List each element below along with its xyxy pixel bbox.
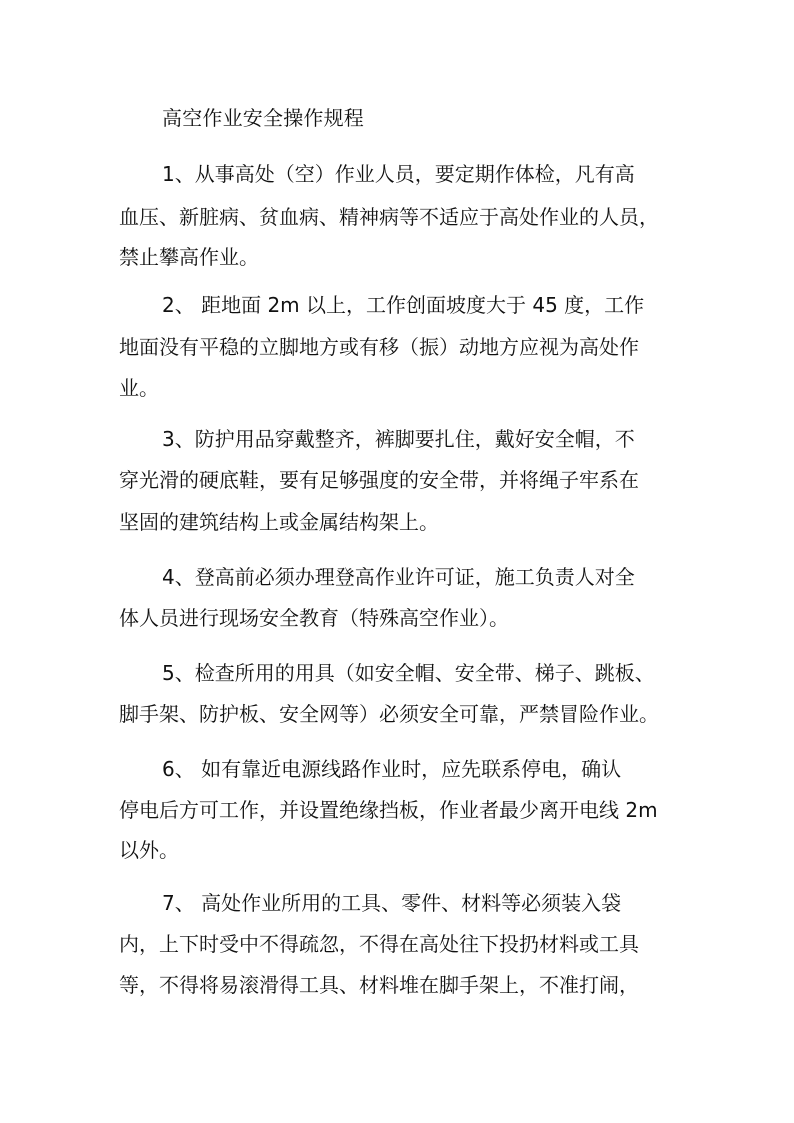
paragraph-4-line-2: 体人员进行现场安全教育（特殊高空作业）。	[119, 606, 509, 630]
paragraph-2-line-2: 地面没有平稳的立脚地方或有移（振）动地方应视为高处作	[119, 335, 639, 359]
paragraph-1-line-2: 血压、新脏病、贫血病、精神病等不适应于高处作业的人员，	[119, 205, 659, 229]
document-title: 高空作业安全操作规程	[162, 106, 364, 130]
paragraph-1-line-3: 禁止攀高作业。	[119, 245, 259, 269]
paragraph-7-line-1: 7、 高处作业所用的工具、零件、材料等必须装入袋	[162, 891, 622, 915]
paragraph-7-line-3: 等，不得将易滚滑得工具、材料堆在脚手架上，不准打闹，	[119, 973, 639, 997]
paragraph-2-line-3: 业。	[119, 376, 159, 400]
paragraph-3-line-1: 3、防护用品穿戴整齐，裤脚要扎住，戴好安全帽，不	[162, 427, 635, 451]
paragraph-5-line-2: 脚手架、防护板、安全网等）必须安全可靠，严禁冒险作业。	[119, 702, 659, 726]
paragraph-1-line-1: 1、从事高处（空）作业人员，要定期作体检，凡有高	[162, 162, 635, 186]
paragraph-5-line-1: 5、检查所用的用具（如安全帽、安全带、梯子、跳板、	[162, 661, 655, 685]
paragraph-6-line-1: 6、 如有靠近电源线路作业时，应先联系停电，确认	[162, 757, 622, 781]
paragraph-3-line-2: 穿光滑的硬底鞋，要有足够强度的安全带，并将绳子牢系在	[119, 468, 639, 492]
paragraph-4-line-1: 4、登高前必须办理登高作业许可证，施工负责人对全	[162, 565, 635, 589]
paragraph-6-line-2: 停电后方可工作，并设置绝缘挡板，作业者最少离开电线 2m	[119, 798, 658, 822]
paragraph-6-line-3: 以外。	[119, 838, 179, 862]
paragraph-2-line-1: 2、 距地面 2m 以上，工作创面坡度大于 45 度，工作	[162, 293, 645, 317]
paragraph-3-line-3: 坚固的建筑结构上或金属结构架上。	[119, 510, 439, 534]
paragraph-7-line-2: 内，上下时受中不得疏忽，不得在高处往下投扔材料或工具	[119, 932, 639, 956]
